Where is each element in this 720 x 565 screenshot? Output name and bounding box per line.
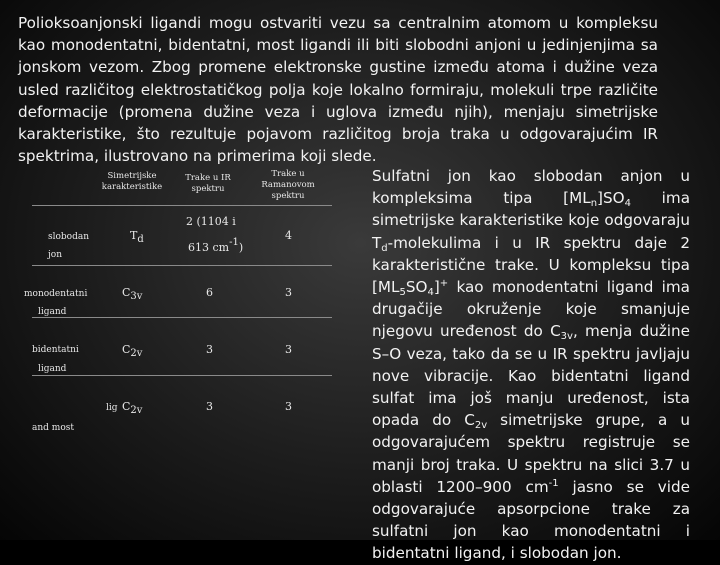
sulfate-paragraph: Sulfatni jon kao slobodan anjon u kompleksima tipa $[ML_n]SO_4$ ima simetrijske karakteristike koje odgovaraju $T_d$-molekulima i u IR spektru daje 2 karakteristične trake. U kompleksu tipa $[ML_5SO_4]^+$ kao monodentatni ligand ima drugačije okruženje koje smanjuje njegovu uređenost do $C_{3v}$, menja dužine S–O veza, tako da se u IR spektru javljaju nove vibracije. Kao bidentatni ligand sulfat ima još manju uređenost, ista opada do $C_{2v}$ simetrijske grupe, a u odgovarajućem spektru registruje se manji broj traka. U spektru na slici 3.7 u oblasti 1200–900 $cm^{-1}$ jasno se vide odgovarajuće apsorpcione trake za sulfatni jon kao monodentatni i bidentatni ligand, i slobodan jon. [372, 167, 691, 563]
symmetry-cell: $C_{3v}$ [122, 286, 143, 302]
header-ir: Trake u IR spektru [185, 173, 231, 194]
header-symmetry: Simetrijske karakteristike [101, 171, 163, 192]
intro-paragraph: Polioksoanjonski ligandi mogu ostvariti vezu sa centralnim atomom u kompleksu kao monodentatni, bidentatni, most ligandi ili biti slobodni anjoni u jedinjenjima sa jonskom vezom. Zbog promene elektronske gustine između atoma i dužine veza usled različitog elektrostatičkog polja koje lokalno formiraju, molekuli trpe različite deformacije (promena dužine veza i uglova između njih), menjaju simetrijske karakteristike, što rezultuje pojavom različitog broja traka u odgovarajućim IR spektrima, ilustrovano na primerima koji slede. [18, 14, 658, 166]
row-label: jon [48, 250, 63, 260]
row-label: and most [32, 423, 74, 433]
row-divider [32, 375, 332, 376]
row-label-lig: lig [106, 403, 118, 413]
raman-cell: 3 [285, 400, 292, 413]
ir-cell-cont: 613 $cm^{-1}$) [188, 237, 244, 254]
row-label: slobodan [48, 232, 90, 242]
symmetry-table [18, 165, 333, 445]
ir-cell: 3 [206, 400, 213, 413]
raman-cell: 4 [285, 229, 292, 242]
row-label: monodentatni [24, 289, 88, 299]
symmetry-cell: $C_{2v}$ [122, 343, 143, 359]
ir-cell: 6 [206, 286, 213, 299]
row-label: bidentatni [32, 345, 79, 355]
raman-cell: 3 [285, 343, 292, 356]
row-divider [32, 317, 332, 318]
raman-cell: 3 [285, 286, 292, 299]
header-raman: Trake u Ramanovom spektru [261, 169, 315, 201]
header-divider [32, 205, 332, 206]
ir-cell: 2 (1104 i [186, 215, 236, 228]
symmetry-cell: $T_d$ [130, 229, 144, 245]
ir-cell: 3 [206, 343, 213, 356]
symmetry-cell: $C_{2v}$ [122, 400, 143, 416]
row-divider [32, 265, 332, 266]
row-label: ligand [38, 364, 67, 374]
row-label: ligand [38, 307, 67, 317]
